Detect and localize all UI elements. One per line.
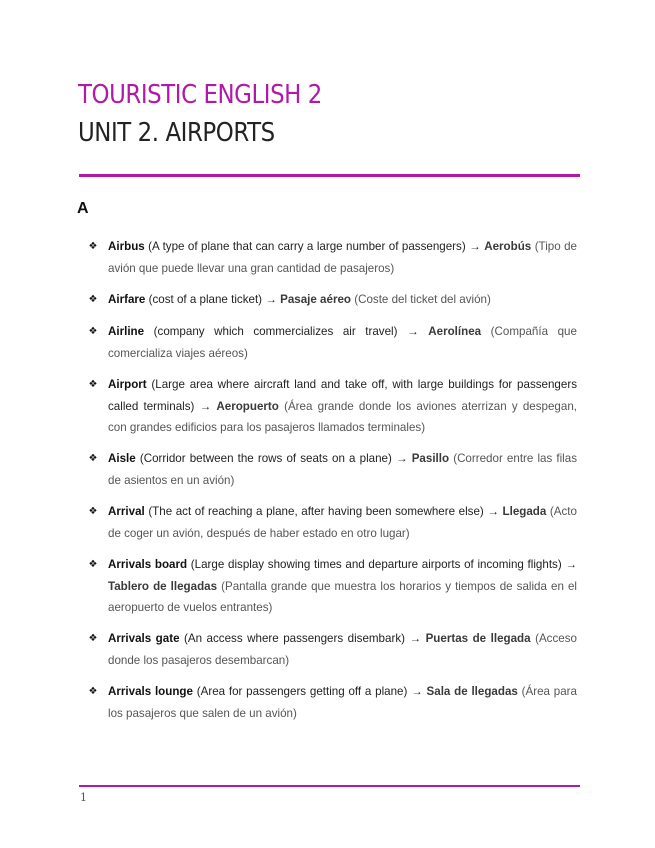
- header-divider: [79, 174, 580, 177]
- arrow-icon: →: [565, 558, 577, 571]
- entry-translation-definition: (Acceso donde los pasajeros desembarcan): [108, 632, 577, 667]
- entry-translation-definition: (Acto de coger un avión, después de haber estado en otro lugar): [108, 505, 577, 540]
- arrow-icon: →: [407, 325, 419, 338]
- unit-title: UNIT 2. AIRPORTS: [78, 118, 275, 148]
- diamond-bullet-icon: ❖: [88, 379, 98, 390]
- arrow-icon: →: [487, 505, 499, 518]
- vocabulary-entry: [88, 501, 577, 544]
- entry-definition: (The act of reaching a plane, after having been somewhere else): [148, 505, 484, 518]
- vocabulary-entry: [88, 448, 578, 491]
- diamond-bullet-icon: ❖: [88, 633, 98, 644]
- vocabulary-entry: [88, 628, 577, 671]
- entry-translation-definition: (Tipo de avión que puede llevar una gran cantidad de pasajeros): [108, 240, 578, 275]
- entry-translation-definition: (Corredor entre las filas de asientos en un avión): [108, 452, 578, 487]
- vocabulary-entry: [88, 681, 577, 724]
- entry-term: Arrivals gate: [108, 632, 180, 645]
- entry-translation: Sala de llegadas: [426, 685, 518, 698]
- diamond-bullet-icon: ❖: [88, 241, 98, 252]
- entry-translation: Aerobús: [484, 240, 532, 253]
- entry-term: Airline: [108, 325, 145, 338]
- entry-definition: (An access where passengers disembark): [184, 632, 405, 645]
- vocabulary-entry: [88, 554, 577, 619]
- footer-divider: [79, 785, 580, 787]
- diamond-bullet-icon: ❖: [88, 326, 98, 337]
- arrow-icon: →: [411, 685, 423, 698]
- vocabulary-entry: [88, 236, 578, 279]
- entry-definition: (cost of a plane ticket): [148, 293, 263, 306]
- entry-term: Airport: [108, 378, 147, 391]
- entry-term: Arrivals board: [108, 558, 188, 571]
- section-letter: A: [77, 200, 89, 217]
- diamond-bullet-icon: ❖: [88, 506, 98, 517]
- entry-definition: (Area for passengers getting off a plane): [196, 685, 408, 698]
- entry-definition: (Large area where aircraft land and take off, with large buildings for passengers called terminals): [108, 378, 577, 413]
- entry-translation: Aerolínea: [428, 325, 482, 338]
- document-title: TOURISTIC ENGLISH 2: [78, 80, 322, 110]
- arrow-icon: →: [469, 240, 481, 253]
- entry-translation-definition: (Área para los pasajeros que salen de un avión): [108, 685, 577, 720]
- entry-definition: (Large display showing times and departure airports of incoming flights): [190, 558, 562, 571]
- entry-translation: Llegada: [502, 505, 547, 518]
- entry-translation-definition: (Compañía que comercializa viajes aéreos): [108, 325, 577, 360]
- diamond-bullet-icon: ❖: [88, 686, 98, 697]
- arrow-icon: →: [265, 293, 277, 306]
- arrow-icon: →: [409, 632, 422, 645]
- diamond-bullet-icon: ❖: [88, 453, 98, 464]
- entry-term: Arrival: [108, 505, 145, 518]
- entry-translation-definition: (Coste del ticket del avión): [354, 293, 491, 306]
- arrow-icon: →: [199, 399, 212, 413]
- entry-translation: Pasaje aéreo: [280, 293, 351, 306]
- diamond-bullet-icon: ❖: [88, 559, 98, 570]
- vocabulary-entry: [88, 374, 577, 439]
- page-number: 1: [80, 791, 87, 804]
- vocabulary-entry: [88, 321, 577, 364]
- arrow-icon: →: [395, 452, 408, 465]
- entry-translation-definition: (Pantalla grande que muestra los horarios y tiempos de salida en el aeropuerto de vuelos entrantes): [108, 579, 577, 614]
- entry-term: Airbus: [108, 240, 145, 253]
- entry-translation: Aeropuerto: [216, 399, 279, 413]
- entry-translation: Pasillo: [411, 452, 450, 465]
- entry-translation: Puertas de llegada: [425, 632, 531, 645]
- entry-definition: (company which commercializes air travel): [153, 325, 398, 338]
- entry-definition: (Corridor between the rows of seats on a plane): [139, 452, 392, 465]
- entry-translation: Tablero de llegadas: [108, 579, 218, 593]
- entry-definition: (A type of plane that can carry a large number of passengers): [148, 240, 466, 253]
- entry-term: Aisle: [108, 452, 136, 465]
- entry-term: Airfare: [108, 293, 146, 306]
- entry-translation-definition: (Área grande donde los aviones aterrizan y despegan, con grandes edificios para los pasajeros llamados terminales): [108, 399, 577, 434]
- diamond-bullet-icon: ❖: [88, 294, 98, 305]
- entry-term: Arrivals lounge: [108, 685, 193, 698]
- vocabulary-entry: [88, 289, 577, 311]
